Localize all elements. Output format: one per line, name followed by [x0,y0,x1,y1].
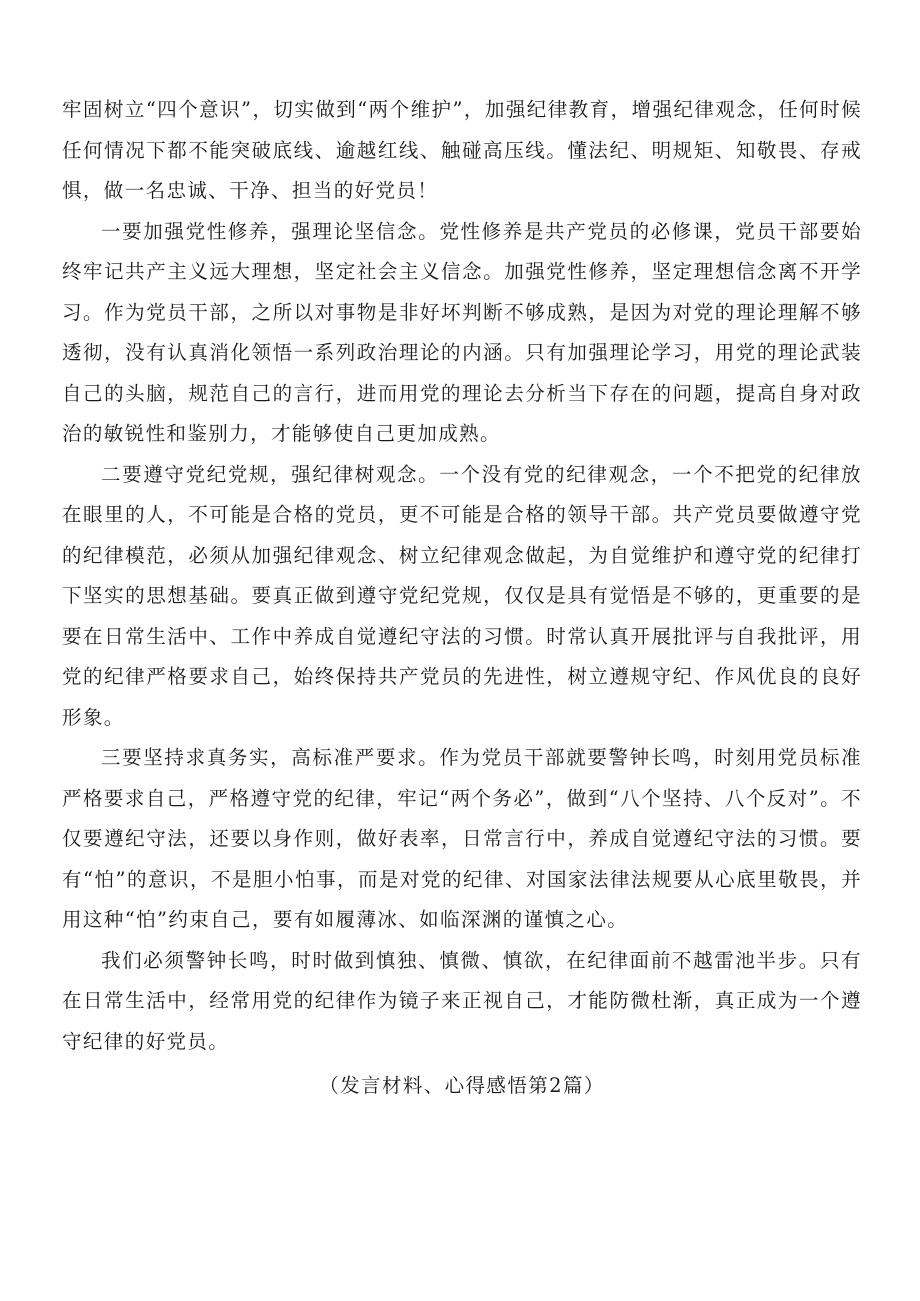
section-caption: （发言材料、心得感悟第2篇） [319,1074,605,1097]
paragraph-point-two: 二要遵守党纪党规，强纪律树观念。一个没有党的纪律观念，一个不把党的纪律放在眼里的人，不可能是合格的党员，更不可能是合格的领导干部。共产党员要做遵守党的纪律模范，必须从加强纪律观念、树立纪律观念做起，为自觉维护和遵守党的纪律打下坚实的思想基础。要真正做到遵守党纪党规，仅仅是具有觉悟是不够的，更重要的是要在日常生活中、工作中养成自觉遵纪守法的习惯。时常认真开展批评与自我批评，用党的纪律严格要求自己，始终保持共产党员的先进性，树立遵规守纪、作风优良的良好形象。 [62,462,862,729]
paragraph-conclusion: 我们必须警钟长鸣，时时做到慎独、慎微、慎欲，在纪律面前不越雷池半步。只有在日常生活中，经常用党的纪律作为镜子来正视自己，才能防微杜渐，真正成为一个遵守纪律的好党员。 [62,948,862,1053]
paragraph-point-one: 一要加强党性修养，强理论坚信念。党性修养是共产党员的必修课，党员干部要始终牢记共产主义远大理想，坚定社会主义信念。加强党性修养，坚定理想信念离不开学习。作为党员干部，之所以对事物是非好坏判断不够成熟，是因为对党的理论理解不够透彻，没有认真消化领悟一系列政治理论的内涵。只有加强理论学习，用党的理论武装自己的头脑，规范自己的言行，进而用党的理论去分析当下存在的问题，提高自身对政治的敏锐性和鉴别力，才能够使自己更加成熟。 [62,219,862,445]
paragraph-point-three: 三要坚持求真务实，高标准严要求。作为党员干部就要警钟长鸣，时刻用党员标准严格要求自己，严格遵守党的纪律，牢记“两个务必”，做到“八个坚持、八个反对”。不仅要遵纪守法，还要以身作则，做好表率，日常言行中，养成自觉遵纪守法的习惯。要有“怕”的意识，不是胆小怕事，而是对党的纪律、对国家法律法规要从心底里敬畏，并用这种“怕”约束自己，要有如履薄冰、如临深渊的谨慎之心。 [62,746,862,931]
document-page [62,90,862,1107]
paragraph-intro: 牢固树立“四个意识”，切实做到“两个维护”，加强纪律教育，增强纪律观念，任何时候任何情况下都不能突破底线、逾越红线、触碰高压线。懂法纪、明规矩、知敬畏、存戒惧，做一名忠诚、干净、担当的好党员！ [62,98,862,202]
